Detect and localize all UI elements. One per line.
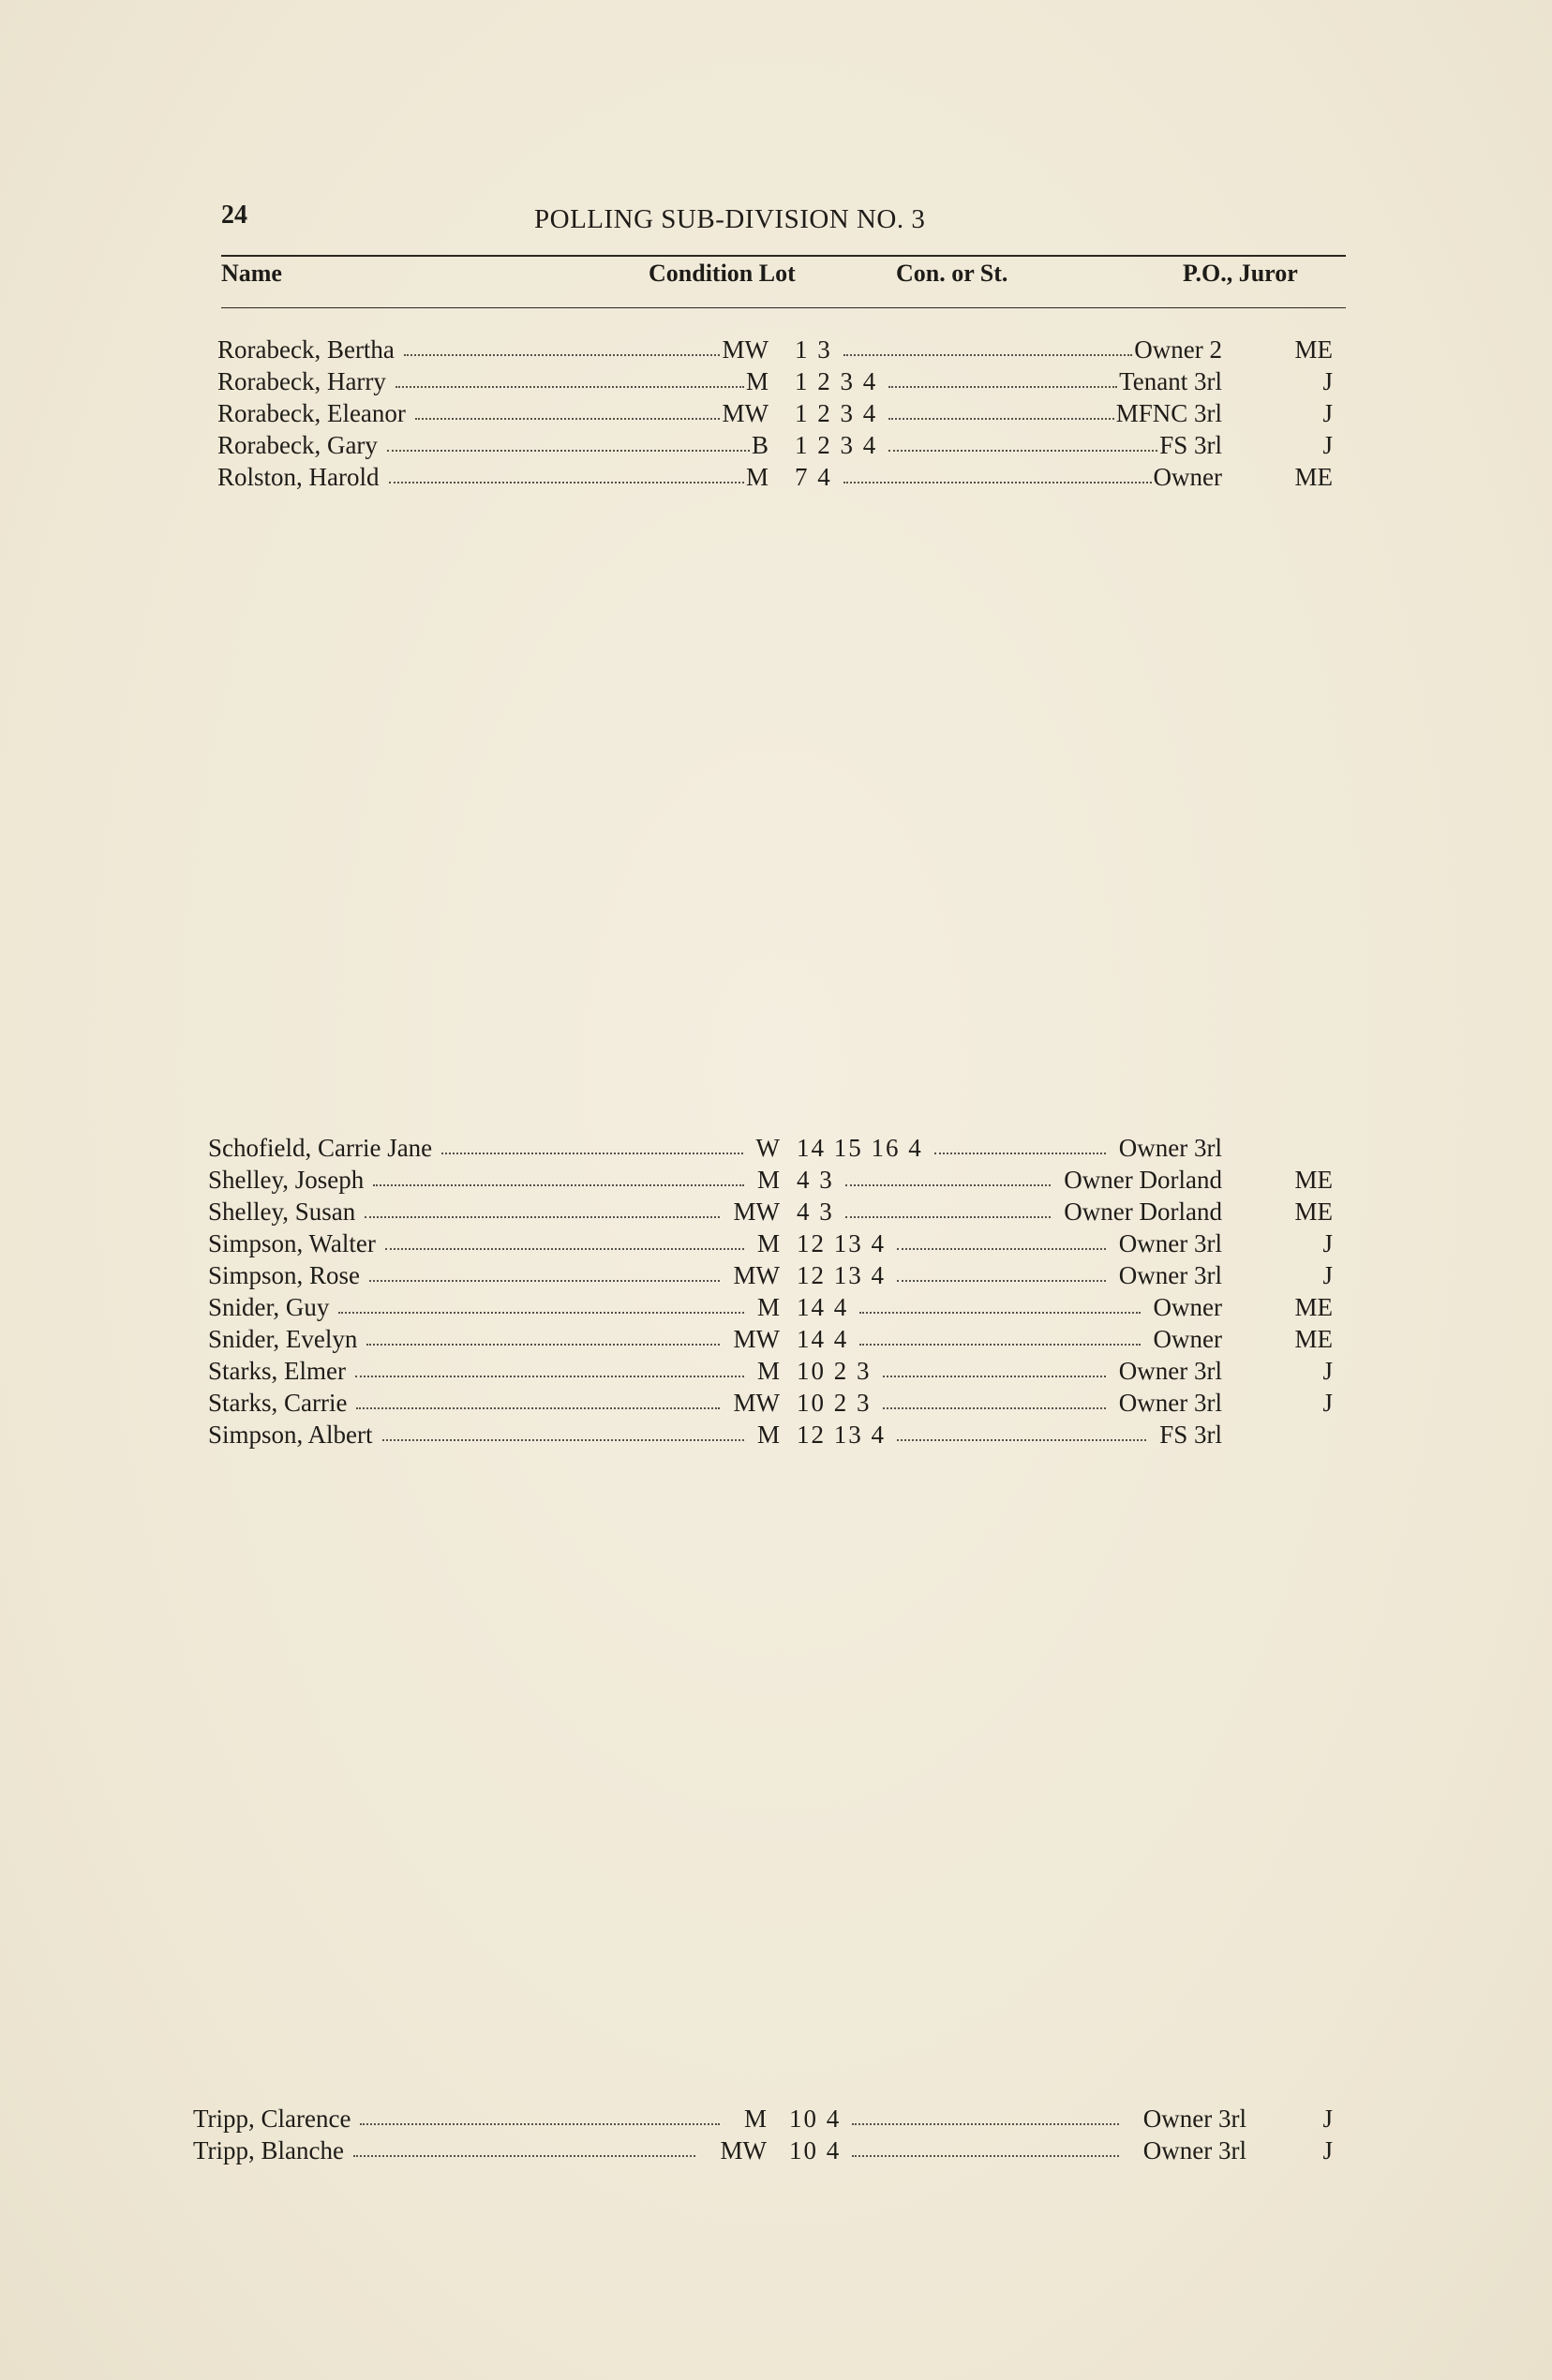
dot-leader xyxy=(845,1197,1051,1218)
column-heading-con-or-st: Con. or St. xyxy=(896,260,1008,287)
voter-name: Snider, Evelyn xyxy=(208,1325,358,1353)
voter-row xyxy=(217,335,1351,367)
voter-name: Snider, Guy xyxy=(208,1293,330,1321)
dot-leader xyxy=(897,1261,1106,1282)
dot-leader xyxy=(888,399,1114,420)
voter-row xyxy=(208,1325,1351,1357)
voter-condition: MW xyxy=(733,1261,780,1289)
dot-leader xyxy=(845,1166,1051,1186)
voter-lot: 4 3 xyxy=(797,1166,834,1194)
voter-row xyxy=(217,399,1351,431)
voter-po: Owner xyxy=(1153,1293,1222,1321)
page-number: 24 xyxy=(221,201,247,230)
dot-leader xyxy=(843,335,1132,356)
voter-name: Rorabeck, Harry xyxy=(217,367,386,395)
voter-juror: J xyxy=(1322,431,1333,459)
column-heading-condition-lot: Condition Lot xyxy=(649,260,796,287)
voter-lot: 1 3 xyxy=(795,335,832,364)
voter-row xyxy=(208,1261,1351,1293)
column-heading-po-juror: P.O., Juror xyxy=(1183,260,1298,287)
voter-name: Starks, Carrie xyxy=(208,1389,348,1417)
voter-juror: J xyxy=(1322,367,1333,395)
voter-row xyxy=(193,2105,1351,2136)
voter-juror: J xyxy=(1322,2105,1333,2133)
voter-condition: M xyxy=(756,1357,780,1385)
voter-po: Owner 3rl xyxy=(1118,1261,1222,1289)
voter-juror: J xyxy=(1322,1261,1333,1289)
voter-po: Owner Dorland xyxy=(1064,1197,1222,1226)
voter-lot: 12 13 4 xyxy=(797,1421,886,1449)
voter-row xyxy=(208,1197,1351,1229)
dot-leader xyxy=(338,1293,744,1314)
voter-row xyxy=(208,1293,1351,1325)
voter-row xyxy=(208,1166,1351,1197)
voter-juror: ME xyxy=(1294,1197,1333,1226)
voter-juror: J xyxy=(1322,399,1333,427)
voter-condition: M xyxy=(756,1229,780,1257)
voter-group-t xyxy=(193,2105,1351,2168)
voter-name: Shelley, Susan xyxy=(208,1197,356,1226)
dot-leader xyxy=(852,2136,1119,2157)
dot-leader xyxy=(365,1197,720,1218)
voter-po: Tenant 3rl xyxy=(1119,367,1222,395)
voter-po: Owner 3rl xyxy=(1142,2136,1246,2164)
voter-condition: MW xyxy=(722,399,769,427)
dot-leader xyxy=(934,1134,1106,1154)
voter-condition: M xyxy=(756,1293,780,1321)
voter-lot: 1 2 3 4 xyxy=(795,367,878,395)
voter-po: Owner 3rl xyxy=(1118,1357,1222,1385)
voter-lot: 10 2 3 xyxy=(797,1389,872,1417)
voter-juror: ME xyxy=(1294,1293,1333,1321)
voter-condition: W xyxy=(755,1134,780,1162)
voter-group-r xyxy=(217,335,1351,495)
dot-leader xyxy=(883,1357,1106,1377)
voter-condition: MW xyxy=(720,2136,767,2164)
voter-po: Owner 3rl xyxy=(1118,1134,1222,1162)
voter-po: Owner xyxy=(1153,463,1222,491)
voter-juror: J xyxy=(1322,1229,1333,1257)
voter-condition: MW xyxy=(733,1325,780,1353)
voter-name: Simpson, Albert xyxy=(208,1421,373,1449)
voter-name: Rorabeck, Eleanor xyxy=(217,399,406,427)
voter-name: Starks, Elmer xyxy=(208,1357,346,1385)
voter-name: Simpson, Rose xyxy=(208,1261,361,1289)
voter-row xyxy=(217,463,1351,495)
voter-row xyxy=(208,1357,1351,1389)
voter-condition: M xyxy=(743,2105,767,2133)
voter-lot: 10 4 xyxy=(789,2105,842,2133)
voter-row xyxy=(208,1134,1351,1166)
voter-name: Rorabeck, Gary xyxy=(217,431,378,459)
voter-juror: J xyxy=(1322,1389,1333,1417)
dot-leader xyxy=(888,431,1157,452)
dot-leader xyxy=(415,399,720,420)
dot-leader xyxy=(441,1134,743,1154)
voter-condition: M xyxy=(745,367,769,395)
voter-po: Owner 3rl xyxy=(1118,1389,1222,1417)
dot-leader xyxy=(373,1166,744,1186)
voter-juror: J xyxy=(1322,1357,1333,1385)
voter-condition: M xyxy=(756,1421,780,1449)
voter-name: Rolston, Harold xyxy=(217,463,380,491)
dot-leader xyxy=(897,1421,1146,1441)
dot-leader xyxy=(382,1421,744,1441)
voter-name: Rorabeck, Bertha xyxy=(217,335,395,364)
voter-po: FS 3rl xyxy=(1159,1421,1222,1449)
header-rule-bottom xyxy=(221,307,1346,308)
voter-lot: 1 2 3 4 xyxy=(795,399,878,427)
dot-leader xyxy=(395,367,744,388)
voter-condition: M xyxy=(756,1166,780,1194)
column-heading-name: Name xyxy=(221,260,282,287)
dot-leader xyxy=(843,463,1152,483)
dot-leader xyxy=(387,431,750,452)
voter-condition: MW xyxy=(733,1197,780,1226)
voter-lot: 7 4 xyxy=(795,463,832,491)
voter-lot: 4 3 xyxy=(797,1197,834,1226)
page-header xyxy=(221,201,1346,238)
running-title: POLLING SUB-DIVISION NO. 3 xyxy=(534,204,926,234)
dot-leader xyxy=(883,1389,1106,1409)
voter-juror: J xyxy=(1322,2136,1333,2164)
voter-po: Owner Dorland xyxy=(1064,1166,1222,1194)
dot-leader xyxy=(366,1325,720,1346)
voter-lot: 14 4 xyxy=(797,1325,849,1353)
column-headings xyxy=(221,255,1346,302)
voter-row xyxy=(217,431,1351,463)
dot-leader xyxy=(389,463,744,483)
voter-condition: MW xyxy=(733,1389,780,1417)
voter-lot: 14 4 xyxy=(797,1293,849,1321)
voter-lot: 1 2 3 4 xyxy=(795,431,878,459)
dot-leader xyxy=(353,2136,695,2157)
voter-condition: MW xyxy=(722,335,769,364)
voter-juror: ME xyxy=(1294,463,1333,491)
voter-po: MFNC 3rl xyxy=(1115,399,1222,427)
dot-leader xyxy=(356,1389,720,1409)
voter-name: Tripp, Blanche xyxy=(193,2136,344,2164)
voter-name: Schofield, Carrie Jane xyxy=(208,1134,433,1162)
voter-row xyxy=(193,2136,1351,2168)
voter-juror: ME xyxy=(1294,1325,1333,1353)
voter-lot: 14 15 16 4 xyxy=(797,1134,923,1162)
voter-row xyxy=(208,1229,1351,1261)
voter-juror: ME xyxy=(1294,335,1333,364)
dot-leader xyxy=(355,1357,744,1377)
voter-condition: B xyxy=(751,431,769,459)
voter-po: Owner 3rl xyxy=(1142,2105,1246,2133)
voter-juror: ME xyxy=(1294,1166,1333,1194)
voter-name: Shelley, Joseph xyxy=(208,1166,365,1194)
dot-leader xyxy=(404,335,720,356)
voter-group-s xyxy=(208,1134,1351,1452)
voter-po: Owner xyxy=(1153,1325,1222,1353)
voter-name: Tripp, Clarence xyxy=(193,2105,351,2133)
dot-leader xyxy=(897,1229,1106,1250)
voter-row xyxy=(208,1389,1351,1421)
voter-lot: 12 13 4 xyxy=(797,1261,886,1289)
dot-leader xyxy=(859,1325,1141,1346)
dot-leader xyxy=(888,367,1117,388)
dot-leader xyxy=(859,1293,1141,1314)
dot-leader xyxy=(385,1229,744,1250)
voter-condition: M xyxy=(745,463,769,491)
dot-leader xyxy=(360,2105,720,2125)
voter-lot: 10 2 3 xyxy=(797,1357,872,1385)
voter-lot: 10 4 xyxy=(789,2136,842,2164)
voter-po: Owner 3rl xyxy=(1118,1229,1222,1257)
voter-row xyxy=(217,367,1351,399)
voter-po: FS 3rl xyxy=(1159,431,1222,459)
voter-name: Simpson, Walter xyxy=(208,1229,376,1257)
voter-row xyxy=(208,1421,1351,1452)
voter-po: Owner 2 xyxy=(1134,335,1222,364)
dot-leader xyxy=(369,1261,720,1282)
voter-lot: 12 13 4 xyxy=(797,1229,886,1257)
dot-leader xyxy=(852,2105,1119,2125)
